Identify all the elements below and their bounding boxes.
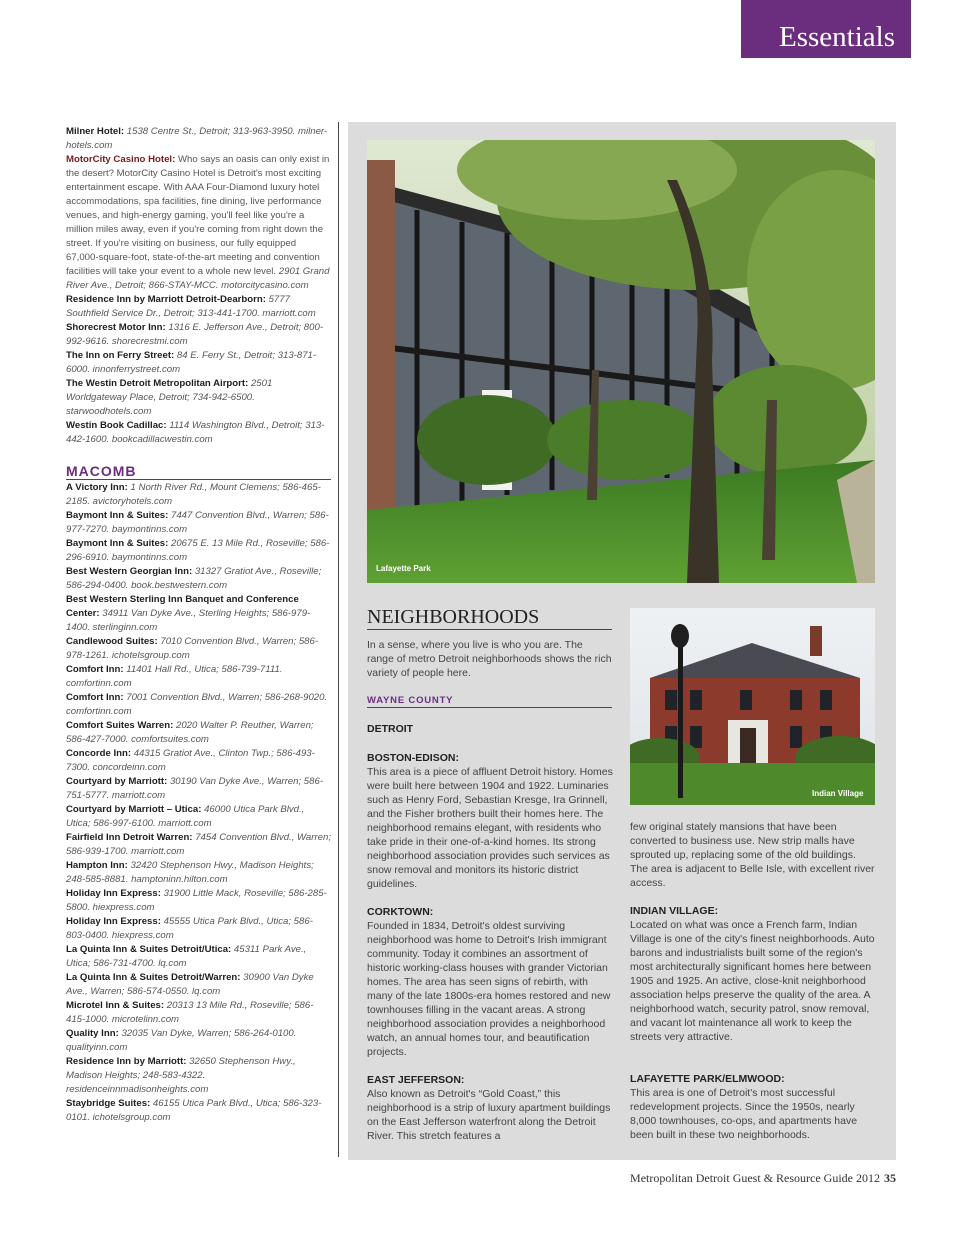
lafayette-park-heading: LAFAYETTE PARK/ELMWOOD: [630, 1073, 785, 1085]
macomb-hotel-listing [66, 663, 331, 691]
listing-name: Westin Book Cadillac: [66, 420, 167, 431]
listing-name: Best Western Georgian Inn: [66, 566, 193, 577]
indian-village-heading: INDIAN VILLAGE: [630, 905, 719, 917]
listing-name: Holiday Inn Express: [66, 916, 161, 927]
listing-contact: 46155 Utica Park Blvd., Utica; 586-323-0101. ichotelsgroup.com [66, 1098, 322, 1123]
listing-contact: 2901 Grand River Ave., Detroit; 866-STAY-MCC. motorcitycasino.com [66, 266, 330, 291]
listing-name: La Quinta Inn & Suites Detroit/Warren: [66, 972, 241, 983]
listing-name: Candlewood Suites: [66, 636, 158, 647]
hotel-listing [66, 293, 331, 321]
macomb-hotel-listing [66, 593, 331, 635]
listing-contact: 44315 Gratiot Ave., Clinton Twp.; 586-493-7300. concordeinn.com [66, 748, 315, 773]
east-jefferson-continued [630, 820, 876, 890]
macomb-hotel-listing [66, 971, 331, 999]
listing-name: The Inn on Ferry Street: [66, 350, 175, 361]
hotel-listings [66, 125, 331, 1125]
listing-name: Baymont Inn & Suites: [66, 538, 169, 549]
hotel-listing [66, 349, 331, 377]
listing-name: Comfort Inn: [66, 692, 124, 703]
listing-name: Comfort Inn: [66, 664, 124, 675]
listing-contact: 32650 Stephenson Hwy., Madison Heights; 248-583-4322. residenceinnmadisonheights.com [66, 1056, 296, 1095]
listing-name: Courtyard by Marriott: [66, 776, 168, 787]
macomb-hotel-listing [66, 943, 331, 971]
macomb-hotel-listing [66, 775, 331, 803]
boston-edison-text: This area is a piece of affluent Detroit history. Homes were built here between 1904 and 1922. Luminaries such as Henry Ford, Sebastian Kresge, Ira Grinnell, and the Fisher brothers built their homes here. The neighborhood remains elegant, with residents who take pride in their one-of-a-kind homes. Its strong neighborhood association provides such services as snow removal and monitors its historic district guidelines. [367, 766, 613, 890]
listing-contact: 7001 Convention Blvd., Warren; 586-268-9020. comfortinn.com [66, 692, 328, 717]
macomb-hotel-listing [66, 915, 331, 943]
listing-name: MotorCity Casino Hotel: [66, 154, 176, 165]
listing-contact: 11401 Hall Rd., Utica; 586-739-7111. comfortinn.com [66, 664, 283, 689]
listing-name: The Westin Detroit Metropolitan Airport: [66, 378, 249, 389]
section-boston-edison [367, 751, 613, 891]
neighborhoods-title: NEIGHBORHOODS [367, 606, 540, 628]
section-lafayette-park [630, 1072, 876, 1142]
listing-name: Concorde Inn: [66, 748, 132, 759]
listing-contact: 34911 Van Dyke Ave., Sterling Heights; 586-979-1400. sterlinginn.com [66, 608, 311, 633]
indian-village-photo [630, 608, 875, 805]
photo-caption-lafayette: Lafayette Park [376, 564, 431, 573]
county-heading: WAYNE COUNTY [367, 695, 612, 708]
listing-contact: 46000 Utica Park Blvd., Utica; 586-997-6100. marriott.com [66, 804, 305, 829]
listing-contact: 20675 E. 13 Mile Rd., Roseville; 586-296-6910. baymontinns.com [66, 538, 330, 563]
page-footer [630, 1171, 896, 1186]
macomb-hotel-listing [66, 1055, 331, 1097]
listing-name: Holiday Inn Express: [66, 888, 161, 899]
macomb-hotel-listing [66, 747, 331, 775]
corktown-text: Founded in 1834, Detroit's oldest surviving neighborhood was home to Detroit's Irish immigrant community. Today it combines an assortment of historic working-class houses with grander Victorian homes. The area has seen signs of rebirth, with many of the late 1800s-era homes restored and new townhouses filling in the vacant areas. A strong neighborhood association provides a neighborhood watch, an annual homes tour, and beautification projects. [367, 920, 611, 1058]
detroit-hotel-list [66, 125, 331, 447]
east-jefferson-heading: EAST JEFFERSON: [367, 1074, 465, 1086]
listing-name: Best Western Sterling Inn Banquet and Conference Center: [66, 594, 299, 619]
section-corktown [367, 905, 613, 1059]
publication-name: Metropolitan Detroit Guest & Resource Guide 2012 [630, 1171, 880, 1185]
macomb-hotel-listing [66, 859, 331, 887]
listing-contact: 1538 Centre St., Detroit; 313-963-3950. milner-hotels.com [66, 126, 328, 151]
section-east-jefferson [367, 1073, 613, 1143]
title-rule [367, 629, 612, 630]
page-number: 35 [884, 1171, 896, 1185]
macomb-hotel-list [66, 481, 331, 1125]
macomb-hotel-listing [66, 719, 331, 747]
listing-name: Hampton Inn: [66, 860, 128, 871]
hotel-listing [66, 321, 331, 349]
indian-village-text: Located on what was once a French farm, Indian Village is one of the city's finest neighborhoods. Auto barons and industrialists built some of the region's most architecturally significant homes here between 1905 and 1925. An active, close-knit neighborhood association helps preserve the quality of the area. A neighborhood watch, security patrol, snow removal, and vacant lot maintenance all work to keep the streets very attractive. [630, 919, 875, 1043]
listing-contact: 1 North River Rd., Mount Clemens; 586-465-2185. avictoryhotels.com [66, 482, 321, 507]
listing-contact: 31900 Little Mack, Roseville; 586-285-5800. hiexpress.com [66, 888, 327, 913]
column-divider [338, 122, 339, 1157]
listing-contact: 5777 Southfield Service Dr., Detroit; 313-441-1700. marriott.com [66, 294, 316, 319]
macomb-hotel-listing [66, 691, 331, 719]
listing-name: Residence Inn by Marriott Detroit-Dearborn: [66, 294, 266, 305]
listing-name: A Victory Inn: [66, 482, 128, 493]
listing-contact: 2501 Worldgateway Place, Detroit; 734-942-6500. starwoodhotels.com [66, 378, 273, 417]
listing-contact: 45311 Park Ave., Utica; 586-731-4700. lq.com [66, 944, 307, 969]
macomb-hotel-listing [66, 635, 331, 663]
listing-name: La Quinta Inn & Suites Detroit/Utica: [66, 944, 232, 955]
listing-name: Quality Inn: [66, 1028, 119, 1039]
listing-contact: 7454 Convention Blvd., Warren; 586-939-1700. marriott.com [66, 832, 331, 857]
listing-contact: 30900 Van Dyke Ave., Warren; 586-574-0550. lq.com [66, 972, 314, 997]
listing-name: Courtyard by Marriott – Utica: [66, 804, 202, 815]
listing-name: Staybridge Suites: [66, 1098, 151, 1109]
listing-contact: 20313 13 Mile Rd., Roseville; 586-415-1000. microtelinn.com [66, 1000, 314, 1025]
macomb-hotel-listing [66, 537, 331, 565]
photo-caption-indian-village: Indian Village [812, 789, 864, 798]
lafayette-park-text: This area is one of Detroit's most successful redevelopment projects. Since the 1950s, nearly 8,000 townhouses, co-ops, and apartments have been built in these two neighborhoods. [630, 1087, 858, 1141]
listing-name: Baymont Inn & Suites: [66, 510, 169, 521]
macomb-hotel-listing [66, 1027, 331, 1055]
listing-contact: 32420 Stephenson Hwy., Madison Heights; 248-585-8881. hamptoninn.hilton.com [66, 860, 314, 885]
hotel-listing [66, 125, 331, 153]
listing-contact: 7447 Convention Blvd., Warren; 586-977-7270. baymontinns.com [66, 510, 329, 535]
macomb-hotel-listing [66, 565, 331, 593]
region-heading-macomb: MACOMB [66, 463, 331, 480]
macomb-hotel-listing [66, 509, 331, 537]
listing-contact: 84 E. Ferry St., Detroit; 313-871-6000. innonferrystreet.com [66, 350, 317, 375]
macomb-hotel-listing [66, 1097, 331, 1125]
hotel-listing [66, 419, 331, 447]
section-indian-village [630, 904, 876, 1044]
section-tab [741, 0, 911, 58]
listing-name: Milner Hotel: [66, 126, 125, 137]
macomb-hotel-listing [66, 999, 331, 1027]
listing-contact: 31327 Gratiot Ave., Roseville; 586-294-0400. book.bestwestern.com [66, 566, 322, 591]
east-jefferson-text: Also known as Detroit's “Gold Coast,” this neighborhood is a strip of luxury apartment buildings on the East Jefferson waterfront along the Detroit River. This stretch features a [367, 1088, 611, 1142]
macomb-hotel-listing [66, 803, 331, 831]
listing-contact: 45555 Utica Park Blvd., Utica; 586-803-0400. hiexpress.com [66, 916, 313, 941]
listing-contact: 1316 E. Jefferson Ave., Detroit; 800-992-9616. shorecrestmi.com [66, 322, 324, 347]
hotel-listing [66, 153, 331, 293]
city-heading: DETROIT [367, 723, 414, 735]
east-jefferson-text-continued: few original stately mansions that have been converted to business use. New strip malls have sprouted up, replacing some of the old buildings. The area is adjacent to Belle Isle, with excellent river access. [630, 821, 875, 889]
section-tab-label: Essentials [779, 21, 895, 53]
listing-name: Microtel Inn & Suites: [66, 1000, 165, 1011]
boston-edison-heading: BOSTON-EDISON: [367, 752, 459, 764]
listing-contact: 7010 Convention Blvd., Warren; 586-978-1261. ichotelsgroup.com [66, 636, 319, 661]
listing-name: Fairfield Inn Detroit Warren: [66, 832, 193, 843]
macomb-hotel-listing [66, 831, 331, 859]
listing-name: Residence Inn by Marriott: [66, 1056, 187, 1067]
listing-description: Who says an oasis can only exist in the desert? MotorCity Casino Hotel is Detroit's most exciting entertainment escape. With AAA Four-Diamond luxury hotel accommodations, spa facilities, fine dining, live performance venues, and high-energy gaming, you'll feel like you're a million miles away, even if you're coming from right down the street. If you're visiting on business, our fully equipped 67,000-square-foot, state-of-the-art meeting and convention facilities will take your event to a whole new level. [66, 154, 330, 277]
macomb-hotel-listing [66, 481, 331, 509]
listing-contact: 32035 Van Dyke, Warren; 586-264-0100. qualityinn.com [66, 1028, 297, 1053]
lafayette-park-photo [367, 140, 875, 583]
listing-name: Shorecrest Motor Inn: [66, 322, 166, 333]
hotel-listing [66, 377, 331, 419]
macomb-hotel-listing [66, 887, 331, 915]
listing-contact: 2020 Walter P. Reuther, Warren; 586-427-7000. comfortsuites.com [66, 720, 314, 745]
listing-contact: 30190 Van Dyke Ave., Warren; 586-751-5777. marriott.com [66, 776, 324, 801]
corktown-heading: CORKTOWN: [367, 906, 434, 918]
listing-contact: 1114 Washington Blvd., Detroit; 313-442-1600. bookcadillacwestin.com [66, 420, 325, 445]
neighborhoods-intro: In a sense, where you live is who you are. The range of metro Detroit neighborhoods shows the rich variety of people here. [367, 639, 612, 679]
listing-name: Comfort Suites Warren: [66, 720, 174, 731]
